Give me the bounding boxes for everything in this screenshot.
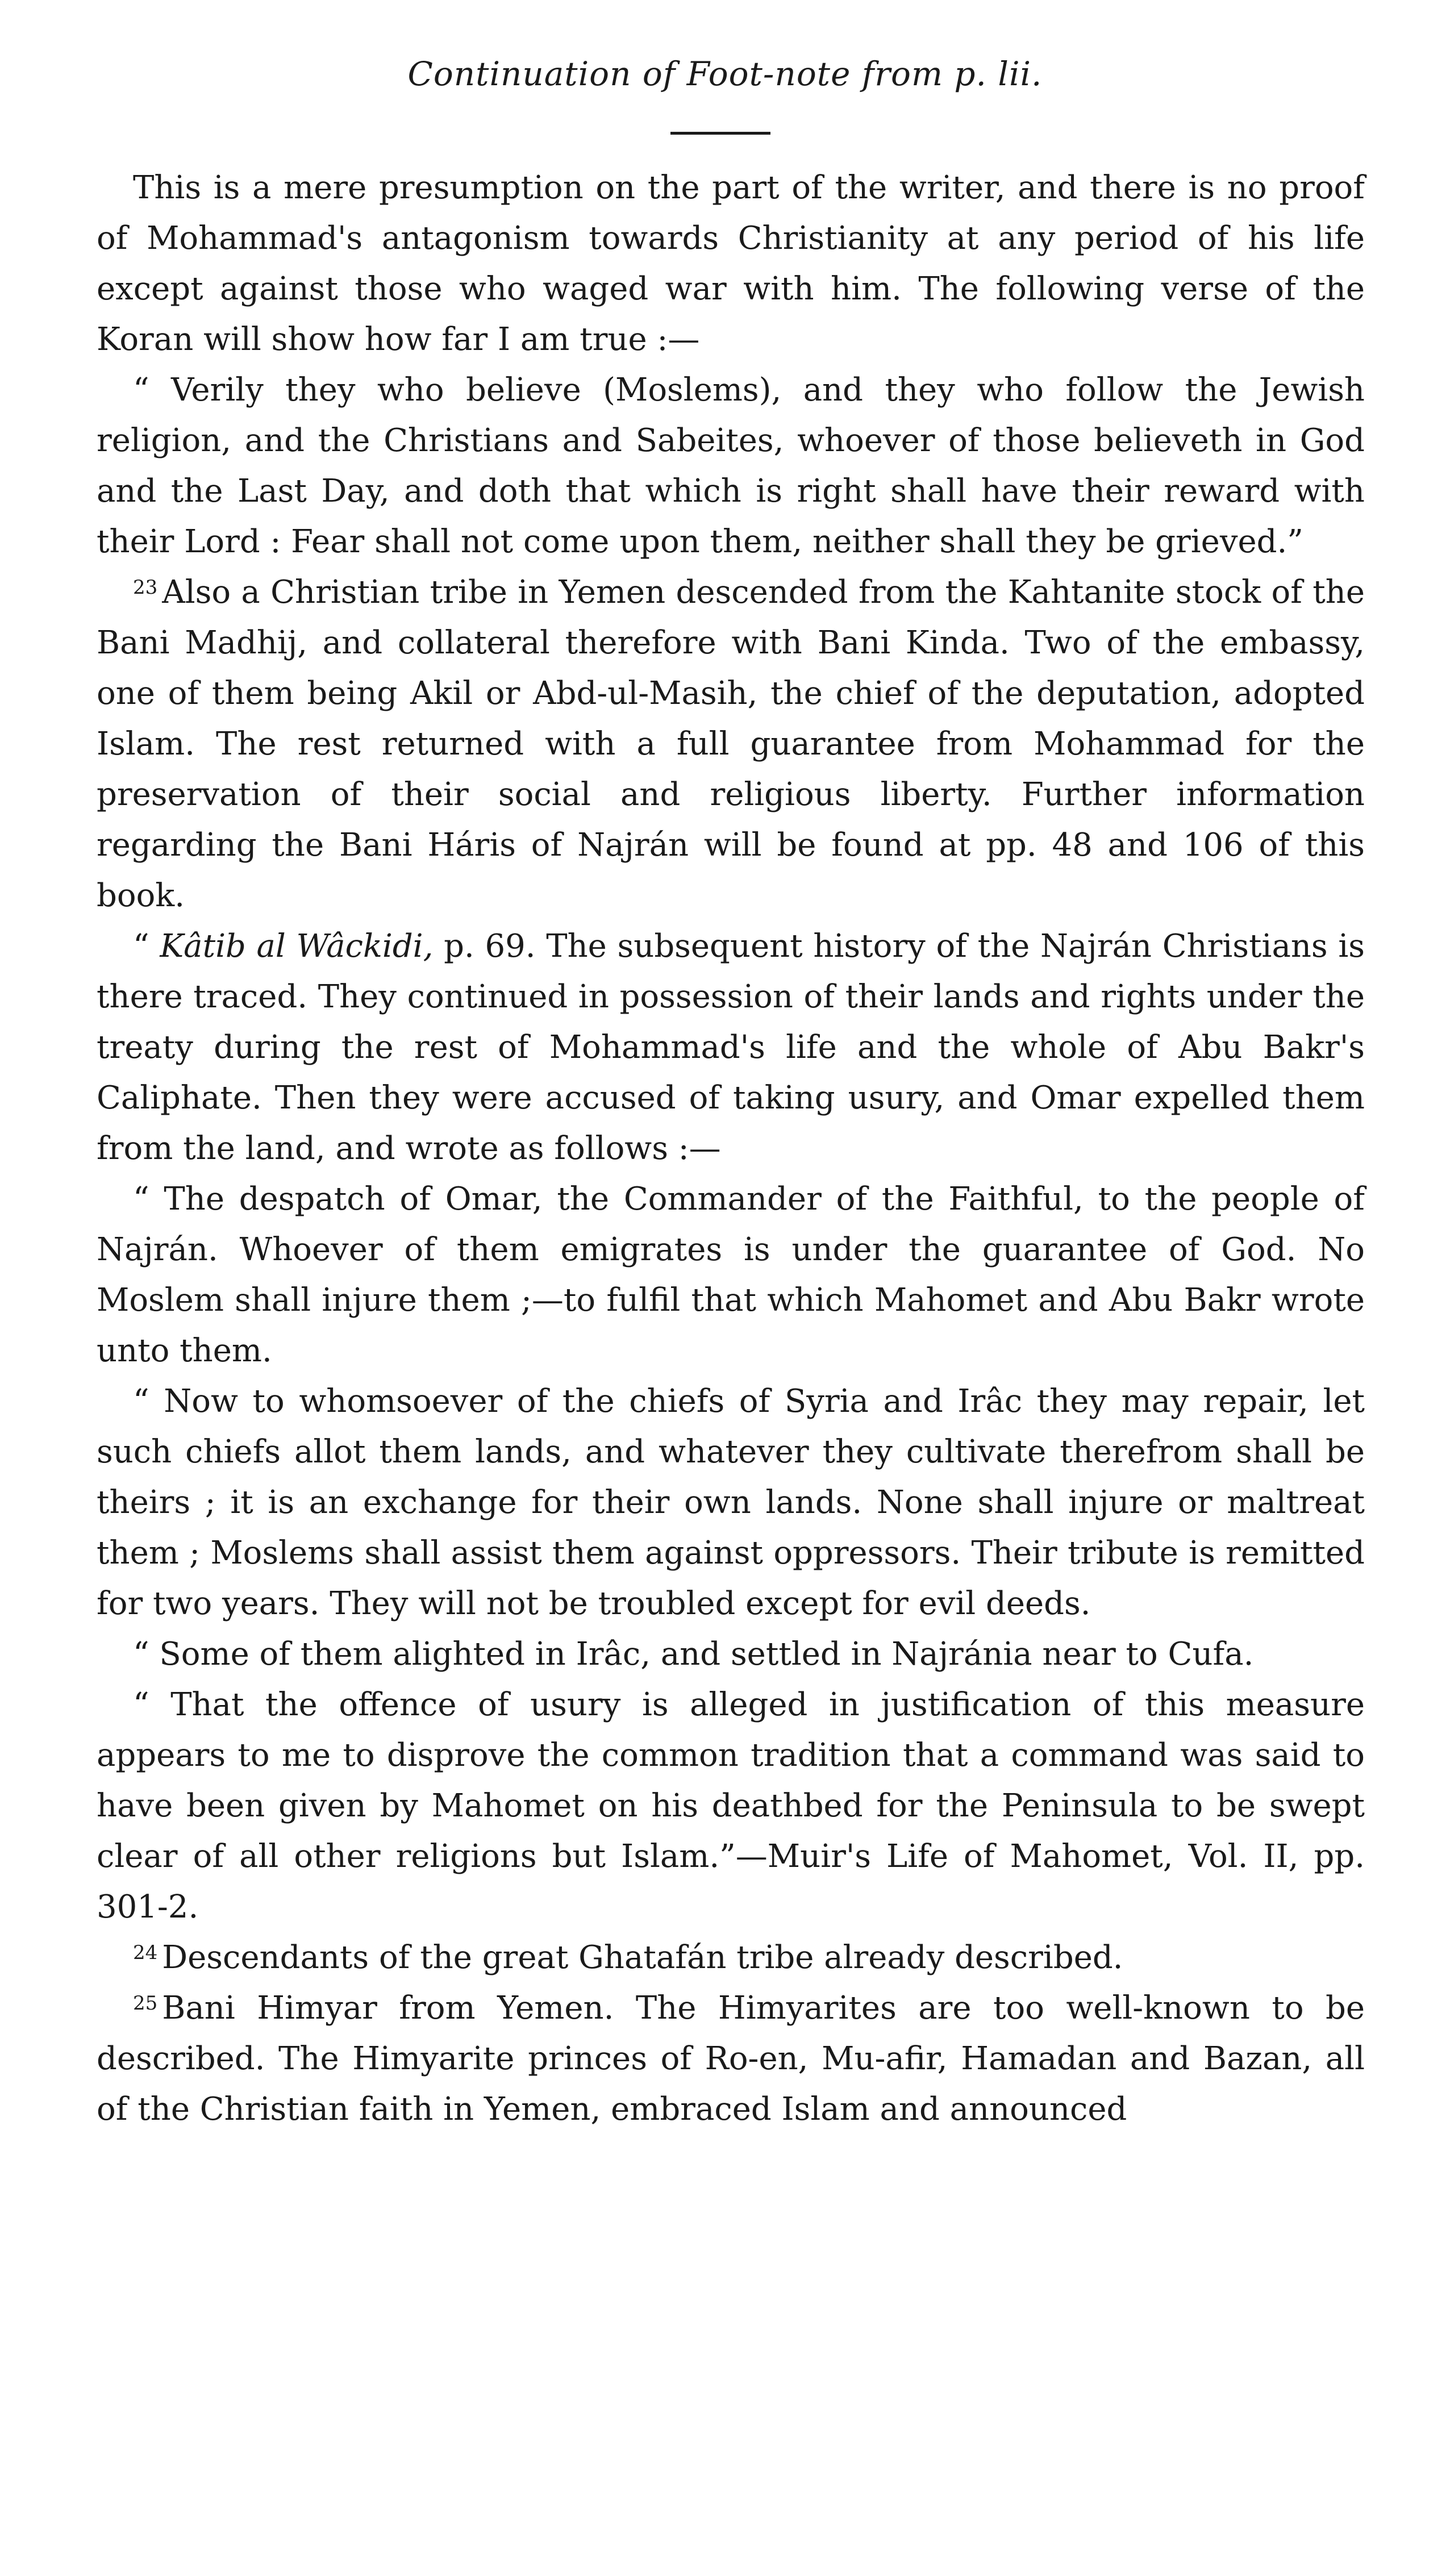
- paragraph-chiefs-of-syria: “ Now to whomsoever of the chiefs of Syria and Irâc they may repair, let such chiefs allot them lands, and whatever they cultivate therefrom shall be theirs ; it is an exchange for their own lands. None shall injure or maltreat them ; Moslems shall assist them against oppressors. Their tribute is remitted for two years. They will not be troubled except for evil deeds.: [97, 1383, 1365, 1622]
- open-quote: “: [133, 928, 160, 965]
- paragraph-offence-of-usury: “ That the offence of usury is alleged in justification of this measure appears to me to disprove the common tradition that a command was said to have been given by Mahomet on his deathbed for the Peninsula to be swept clear of all other religions but Islam.”—Muir's Life of Mahomet, Vol. II, pp. 301-2.: [97, 1686, 1365, 1925]
- citation-title: Kâtib al Wâckidi,: [160, 928, 434, 965]
- paragraph-text: p. 69. The subsequent history of the Najrán Christians is there traced. They continued in possession of their lands and rights under the treaty during the rest of Mohammad's life and the whole of Abu Bakr's Caliphate. Then they were accused of taking usury, and Omar expelled them from the land, and wrote as follows :—: [97, 928, 1365, 1167]
- footnote-number: 24: [133, 1941, 158, 1964]
- header-rule: [670, 132, 770, 135]
- footnote-25: [97, 1983, 1365, 2135]
- footnote-text: Also a Christian tribe in Yemen descended from the Kahtanite stock of the Bani Madhij, and collateral therefore with Bani Kinda. Two of the embassy, one of them being Akil or Abd-ul-Masih, the chief of the deputation, adopted Islam. The rest returned with a full guarantee from Mohammad for the preservation of their social and religious liberty. Further information regarding the Bani Háris of Najrán will be found at pp. 48 and 106 of this book.: [97, 574, 1365, 914]
- footnote-number: 23: [133, 576, 158, 599]
- footnote-24: [97, 1932, 1365, 1983]
- footnote-body: [97, 162, 1365, 2135]
- footnote-text: Descendants of the great Ghatafán tribe already described.: [162, 1939, 1123, 1976]
- paragraph-despatch-of-omar: “ The despatch of Omar, the Commander of the Faithful, to the people of Najrán. Whoever of them emigrates is under the guarantee of God. No Moslem shall injure them ;—to fulfil that which Mahomet and Abu Bakr wrote unto them.: [97, 1181, 1365, 1369]
- paragraph-koran-verse: “ Verily they who believe (Moslems), and they who follow the Jewish religion, and the Christians and Sabeites, whoever of those believeth in God and the Last Day, and doth that which is right shall have their reward with their Lord : Fear shall not come upon them, neither shall they be grieved.”: [97, 372, 1365, 560]
- footnote-23: [97, 567, 1365, 921]
- paragraph-najrania: “ Some of them alighted in Irâc, and settled in Najránia near to Cufa.: [133, 1636, 1254, 1673]
- page-header: Continuation of Foot-note from p. lii.: [407, 55, 1043, 93]
- footnote-text: Bani Himyar from Yemen. The Himyarites are too well-known to be described. The Himyarite princes of Ro-en, Mu-afir, Hamadan and Bazan, all of the Christian faith in Yemen, embraced Islam and announced: [97, 1990, 1365, 2128]
- footnote-number: 25: [133, 1992, 158, 2015]
- paragraph-katib-al-wackidi: [97, 921, 1365, 1174]
- paragraph-presumption: This is a mere presumption on the part of the writer, and there is no proof of Mohammad's antagonism towards Christianity at any period of his life except against those who waged war with him. The following verse of the Koran will show how far I am true :—: [97, 169, 1365, 358]
